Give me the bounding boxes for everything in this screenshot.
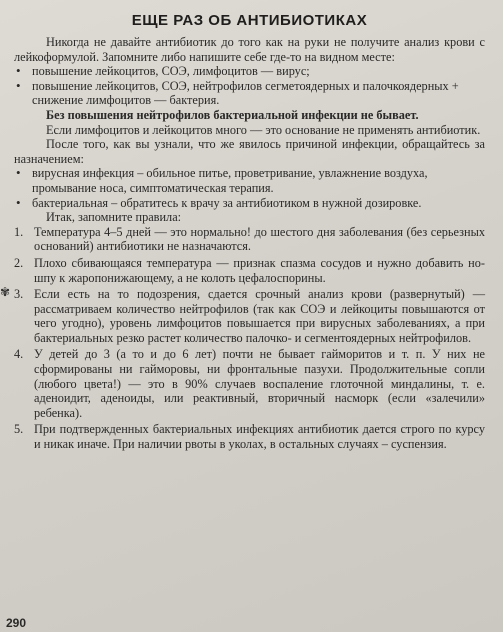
page-number: 290 [6, 616, 27, 630]
rules-list [14, 225, 485, 452]
list-item [14, 225, 485, 254]
list-item [14, 422, 485, 451]
list-item [14, 287, 485, 345]
list-item: • повышение лейкоцитов, СОЭ, нейтрофилов сегметоядерных и палочкоядерных + снижение лимфоцитов — бактерия. [32, 79, 485, 108]
rule-number: 2. [14, 255, 24, 270]
rule-text: Плохо сбивающаяся температура — признак спазма сосудов и нужно добавить но-шпу к жаропонижающему, а не колоть цефалоспорины. [34, 255, 485, 285]
rule-text: Если есть на то подозрения, сдается срочный анализ крови (развернутый) — рассматриваем количество нейтрофилов (так как СОЭ и лейкоциты повышаются от чего угодно), уровень лимфоцитов повышается при вирусных заболеваниях, а при бактериальных резко растет количество палочко- и сегментоядерных нейтрофилов. [34, 287, 485, 345]
bullet-list-blood-analysis [14, 64, 485, 108]
rule-text: Температура 4–5 дней — это нормально! до шестого дня заболевания (без серьезных оснований) антибиотики не назначаются. [34, 224, 485, 254]
bold-note: Без повышения нейтрофилов бактериальной инфекции не бывает. [46, 107, 419, 122]
bullet-list-treatment [14, 166, 485, 210]
page-title: ЕЩЕ РАЗ ОБ АНТИБИОТИКАХ [131, 12, 368, 29]
rule-number: 1. [14, 224, 24, 239]
list-item: • вирусная инфекция – обильное питье, проветривание, увлажнение воздуха, промывание носа, симптоматическая терапия. [32, 166, 485, 195]
intro-paragraph: Никогда не давайте антибиотик до того как на руки не получите анализ крови с лейкоформулой. Запомните либо напишите себе где-то на видном месте: [14, 35, 485, 64]
rule-number: 3. [14, 287, 24, 302]
flower-ornament-icon: ✾ [0, 285, 11, 299]
list-item: • повышение лейкоцитов, СОЭ, лимфоцитов — вирус; [32, 64, 485, 79]
rules-intro: Итак, запомните правила: [46, 210, 182, 225]
list-item [14, 347, 485, 420]
rule-text: У детей до 3 (а то и до 6 лет) почти не бывает гайморитов и т. п. У них не сформированы ни гайморовы, ни фронтальные пазухи. Продолжительные сопли (любого цвета!) — это в 90% случаев воспаление глоточной миндалины, т. е. аденоидит, аденоиды, или реактивный, вторичный насморк (если «залечили» ребенка). [34, 347, 485, 420]
rule-text: При подтвержденных бактериальных инфекциях антибиотик дается строго по курсу и никак иначе. При наличии рвоты в уколах, в остальных случаях – суспензия. [34, 422, 485, 452]
rule-number: 5. [14, 422, 24, 437]
paragraph-after-diagnosis: После того, как вы узнали, что же явилось причиной инфекции, обращайтесь за назначением: [14, 137, 485, 166]
list-item: • бактериальная – обратитесь к врачу за антибиотиком в нужной дозировке. [32, 196, 485, 211]
rule-number: 4. [14, 347, 24, 362]
paragraph-lymphocytes: Если лимфоцитов и лейкоцитов много — это основание не применять антибиотик. [46, 122, 481, 137]
list-item [14, 256, 485, 285]
